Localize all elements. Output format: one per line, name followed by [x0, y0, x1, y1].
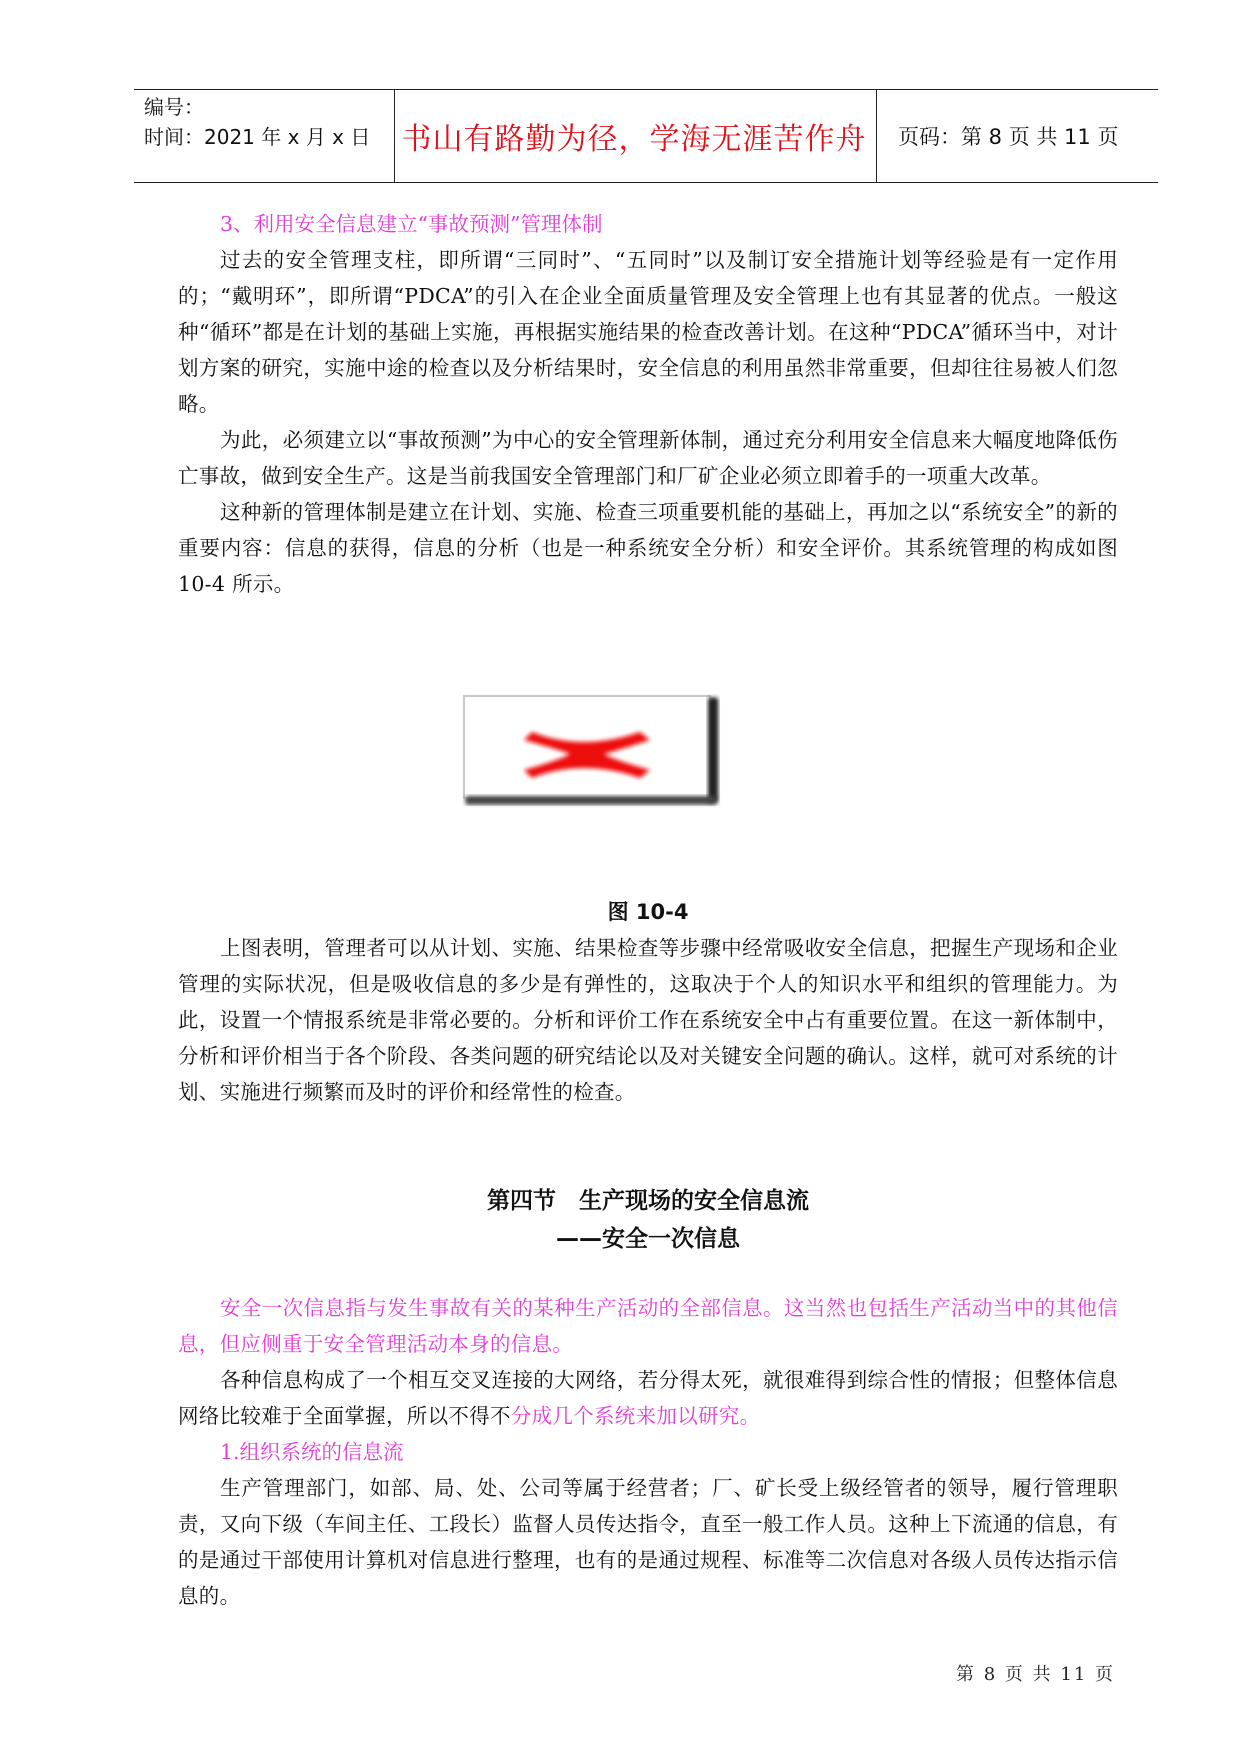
section-3-heading: 3、利用安全信息建立“事故预测”管理体制: [220, 212, 603, 236]
header-motto: 书山有路勤为径，学海无涯苦作舟: [401, 122, 867, 157]
section-4: [178, 1290, 1118, 1614]
serial-number-label: 编号：: [144, 95, 204, 119]
paragraph: [178, 1362, 1118, 1434]
paragraph-text: 各种信息构成了一个相互交叉连接的大网络，若分得太死，就很难得到综合性的情报；但整体信息网络比较难于全面掌握，所以不得不: [178, 1368, 1118, 1428]
paragraph: 安全一次信息指与发生事故有关的某种生产活动的全部信息。这当然也包括生产活动当中的其他信息，但应侧重于安全管理活动本身的信息。: [178, 1296, 1118, 1356]
page-header: [134, 89, 1158, 183]
header-divider: [876, 90, 877, 182]
header-page-label: 页码：第 8 页 共 11 页: [898, 125, 1119, 149]
header-meta: [144, 92, 394, 152]
time-label: 时间：2021 年 x 月 x 日: [144, 125, 371, 149]
paragraph: 为此，必须建立以“事故预测”为中心的安全管理新体制，通过充分利用安全信息来大幅度地降低伤亡事故，做到安全生产。这是当前我国安全管理部门和厂矿企业必须立即着手的一项重大改革。: [178, 428, 1118, 488]
paragraph: 这种新的管理体制是建立在计划、实施、检查三项重要机能的基础上，再加之以“系统安全”的新的重要内容：信息的获得，信息的分析（也是一种系统安全分析）和安全评价。其系统管理的构成如图 10-4 所示。: [178, 500, 1118, 596]
section-4-subtitle: ——安全一次信息: [556, 1226, 740, 1252]
paragraph: 生产管理部门，如部、局、处、公司等属于经营者；厂、矿长受上级经管者的领导，履行管理职责，又向下级（车间主任、工段长）监督人员传达指令，直至一般工作人员。这种上下流通的信息，有的是通过干部使用计算机对信息进行整理，也有的是通过规程、标准等二次信息对各级人员传达指示信息的。: [178, 1476, 1118, 1608]
section-3: [178, 206, 1118, 602]
page-footer: 第 8 页 共 11 页: [956, 1664, 1115, 1685]
figure-caption: 图 10-4: [607, 900, 689, 924]
paragraph: 过去的安全管理支柱，即所谓“三同时”、“五同时”以及制订安全措施计划等经验是有一定作用的；“戴明环”，即所谓“PDCA”的引入在企业全面质量管理及安全管理上也有其显著的优点。一般这种“循环”都是在计划的基础上实施，再根据实施结果的检查改善计划。在这种“PDCA”循环当中，对计划方案的研究，实施中途的检查以及分析结果时，安全信息的利用虽然非常重要，但却往往易被人们忽略。: [178, 248, 1118, 416]
figure-explanation: [178, 930, 1118, 1110]
paragraph-highlight: 分成几个系统来加以研究。: [510, 1404, 761, 1428]
section-4-title: 第四节 生产现场的安全信息流: [487, 1188, 809, 1214]
paragraph: 上图表明，管理者可以从计划、实施、结果检查等步骤中经常吸收安全信息，把握生产现场和企业管理的实际状况，但是吸收信息的多少是有弹性的，这取决于个人的知识水平和组织的管理能力。为此，设置一个情报系统是非常必要的。分析和评价工作在系统安全中占有重要位置。在这一新体制中，分析和评价相当于各个阶段、各类问题的研究结论以及对关键安全问题的确认。这样，就可对系统的计划、实施进行频繁而及时的评价和经常性的检查。: [178, 936, 1118, 1104]
broken-image-icon: [462, 694, 724, 810]
subsection-heading: 1.组织系统的信息流: [220, 1440, 404, 1464]
